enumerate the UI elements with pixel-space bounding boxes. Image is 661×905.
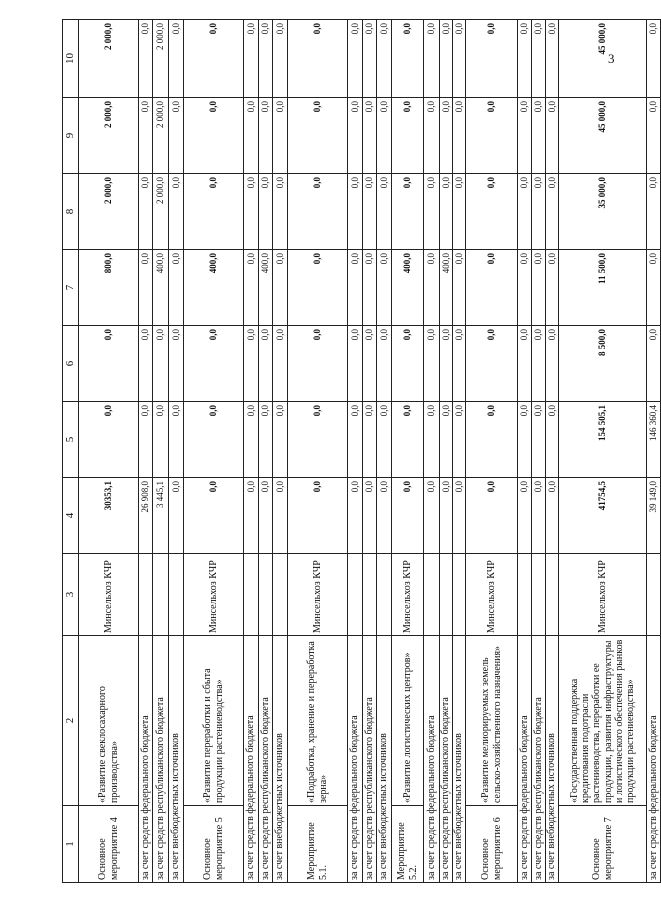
value-cell: 0,0 bbox=[647, 326, 661, 402]
value-cell: 0,0 bbox=[377, 98, 392, 174]
empty-executor-cell bbox=[424, 554, 440, 636]
measure-executor: Минсельхоз КЧР bbox=[79, 554, 139, 636]
total-value-cell: 0,0 bbox=[466, 326, 518, 402]
measure-total-row bbox=[79, 20, 139, 883]
funding-source-label: за счет средств республиканского бюджета bbox=[363, 636, 377, 883]
funding-source-row bbox=[259, 20, 273, 883]
page-number: 3 bbox=[608, 51, 615, 66]
value-cell: 0,0 bbox=[440, 326, 453, 402]
measure-title: «Государственная поддержка кредитования подотрасли растениеводства, переработки ее продукции, развития инфраструктуры и логистического обеспечения рынков продукции растениеводства» bbox=[559, 636, 647, 806]
total-value-cell: 2 000,0 bbox=[79, 98, 139, 174]
total-value-cell: 0,0 bbox=[288, 250, 348, 326]
value-cell: 0,0 bbox=[546, 174, 559, 250]
total-value-cell: 0,0 bbox=[288, 174, 348, 250]
value-cell: 0,0 bbox=[518, 402, 532, 478]
funding-source-row bbox=[440, 20, 453, 883]
value-cell: 0,0 bbox=[453, 478, 466, 554]
empty-executor-cell bbox=[377, 554, 392, 636]
value-cell: 0,0 bbox=[259, 20, 273, 98]
measure-executor: Минсельхоз КЧР bbox=[288, 554, 348, 636]
value-cell: 0,0 bbox=[377, 20, 392, 98]
value-cell: 0,0 bbox=[532, 20, 546, 98]
value-cell: 0,0 bbox=[259, 402, 273, 478]
funding-source-label: за счет внебюджетных источников bbox=[377, 636, 392, 883]
value-cell: 0,0 bbox=[244, 174, 259, 250]
value-cell: 0,0 bbox=[244, 98, 259, 174]
funding-source-label: за счет средств федерального бюджета bbox=[139, 636, 153, 883]
empty-executor-cell bbox=[244, 554, 259, 636]
value-cell: 0,0 bbox=[453, 402, 466, 478]
value-cell: 0,0 bbox=[546, 326, 559, 402]
value-cell: 0,0 bbox=[363, 98, 377, 174]
total-value-cell: 41754,5 bbox=[559, 478, 647, 554]
value-cell: 0,0 bbox=[532, 174, 546, 250]
value-cell: 0,0 bbox=[169, 402, 184, 478]
total-value-cell: 0,0 bbox=[466, 98, 518, 174]
value-cell: 0,0 bbox=[546, 402, 559, 478]
value-cell: 0,0 bbox=[424, 174, 440, 250]
value-cell: 0,0 bbox=[532, 326, 546, 402]
value-cell: 0,0 bbox=[273, 20, 288, 98]
header-cell: 10 bbox=[63, 20, 79, 98]
empty-executor-cell bbox=[273, 554, 288, 636]
total-value-cell: 0,0 bbox=[466, 174, 518, 250]
header-cell: 7 bbox=[63, 250, 79, 326]
value-cell: 0,0 bbox=[244, 402, 259, 478]
value-cell: 0,0 bbox=[453, 326, 466, 402]
measure-title: «Подработка, хранение и переработка зерна» bbox=[288, 636, 348, 806]
value-cell: 3 445,1 bbox=[153, 478, 169, 554]
value-cell: 0,0 bbox=[139, 174, 153, 250]
value-cell: 0,0 bbox=[273, 326, 288, 402]
value-cell: 0,0 bbox=[348, 326, 363, 402]
value-cell: 0,0 bbox=[440, 174, 453, 250]
header-cell: 5 bbox=[63, 402, 79, 478]
total-value-cell: 11 500,0 bbox=[559, 250, 647, 326]
value-cell: 0,0 bbox=[169, 174, 184, 250]
measure-code: Основное мероприятие 6 bbox=[466, 806, 518, 883]
value-cell: 0,0 bbox=[363, 20, 377, 98]
measure-total-row bbox=[184, 20, 244, 883]
total-value-cell: 0,0 bbox=[392, 174, 424, 250]
measure-code: Мероприятие 5.1. bbox=[288, 806, 348, 883]
empty-executor-cell bbox=[363, 554, 377, 636]
funding-source-row bbox=[518, 20, 532, 883]
value-cell: 0,0 bbox=[169, 20, 184, 98]
funding-source-row bbox=[273, 20, 288, 883]
total-value-cell: 0,0 bbox=[288, 98, 348, 174]
empty-executor-cell bbox=[259, 554, 273, 636]
value-cell: 0,0 bbox=[348, 20, 363, 98]
total-value-cell: 0,0 bbox=[392, 20, 424, 98]
header-cell: 4 bbox=[63, 478, 79, 554]
value-cell: 0,0 bbox=[273, 250, 288, 326]
measure-executor: Минсельхоз КЧР bbox=[392, 554, 424, 636]
funding-source-row bbox=[453, 20, 466, 883]
total-value-cell: 0,0 bbox=[392, 326, 424, 402]
funding-source-label: за счет средств республиканского бюджета bbox=[259, 636, 273, 883]
header-cell: 3 bbox=[63, 554, 79, 636]
funding-source-label: за счет средств федерального бюджета bbox=[647, 636, 661, 883]
value-cell: 0,0 bbox=[377, 250, 392, 326]
value-cell: 0,0 bbox=[377, 402, 392, 478]
funding-source-row bbox=[647, 20, 661, 883]
measure-executor: Минсельхоз КЧР bbox=[466, 554, 518, 636]
value-cell: 0,0 bbox=[259, 326, 273, 402]
header-cell: 8 bbox=[63, 174, 79, 250]
value-cell: 0,0 bbox=[440, 20, 453, 98]
value-cell: 0,0 bbox=[424, 250, 440, 326]
funding-source-row bbox=[244, 20, 259, 883]
value-cell: 0,0 bbox=[348, 402, 363, 478]
value-cell: 0,0 bbox=[453, 98, 466, 174]
value-cell: 0,0 bbox=[139, 326, 153, 402]
value-cell: 0,0 bbox=[518, 98, 532, 174]
measure-total-row bbox=[466, 20, 518, 883]
value-cell: 0,0 bbox=[169, 98, 184, 174]
value-cell: 0,0 bbox=[273, 478, 288, 554]
value-cell: 0,0 bbox=[348, 478, 363, 554]
total-value-cell: 0,0 bbox=[466, 402, 518, 478]
value-cell: 0,0 bbox=[363, 250, 377, 326]
funding-source-row bbox=[169, 20, 184, 883]
measure-title: «Развитие свеклосахарного производства» bbox=[79, 636, 139, 806]
empty-executor-cell bbox=[440, 554, 453, 636]
value-cell: 0,0 bbox=[169, 250, 184, 326]
value-cell: 0,0 bbox=[532, 98, 546, 174]
total-value-cell: 8 500,0 bbox=[559, 326, 647, 402]
total-value-cell: 45 000,0 bbox=[559, 98, 647, 174]
value-cell: 0,0 bbox=[169, 478, 184, 554]
value-cell: 0,0 bbox=[518, 20, 532, 98]
funding-source-label: за счет средств республиканского бюджета bbox=[532, 636, 546, 883]
value-cell: 0,0 bbox=[518, 174, 532, 250]
value-cell: 0,0 bbox=[348, 174, 363, 250]
value-cell: 0,0 bbox=[153, 402, 169, 478]
funding-source-label: за счет внебюджетных источников bbox=[453, 636, 466, 883]
value-cell: 0,0 bbox=[647, 20, 661, 98]
value-cell: 39 149,0 bbox=[647, 478, 661, 554]
value-cell: 2 000,0 bbox=[153, 174, 169, 250]
value-cell: 0,0 bbox=[424, 478, 440, 554]
value-cell: 0,0 bbox=[139, 250, 153, 326]
total-value-cell: 2 000,0 bbox=[79, 174, 139, 250]
value-cell: 0,0 bbox=[348, 98, 363, 174]
value-cell: 0,0 bbox=[348, 250, 363, 326]
empty-executor-cell bbox=[348, 554, 363, 636]
header-cell: 9 bbox=[63, 98, 79, 174]
value-cell: 0,0 bbox=[424, 402, 440, 478]
value-cell: 0,0 bbox=[377, 174, 392, 250]
value-cell: 0,0 bbox=[453, 20, 466, 98]
value-cell: 146 360,4 bbox=[647, 402, 661, 478]
value-cell: 0,0 bbox=[273, 402, 288, 478]
total-value-cell: 0,0 bbox=[288, 326, 348, 402]
value-cell: 0,0 bbox=[532, 250, 546, 326]
measure-code: Основное мероприятие 4 bbox=[79, 806, 139, 883]
measure-code: Основное мероприятие 7 bbox=[559, 806, 647, 883]
funding-source-label: за счет средств федерального бюджета bbox=[244, 636, 259, 883]
value-cell: 0,0 bbox=[259, 98, 273, 174]
value-cell: 0,0 bbox=[647, 174, 661, 250]
total-value-cell: 30353,1 bbox=[79, 478, 139, 554]
value-cell: 0,0 bbox=[363, 174, 377, 250]
empty-executor-cell bbox=[647, 554, 661, 636]
empty-executor-cell bbox=[169, 554, 184, 636]
funding-source-label: за счет внебюджетных источников bbox=[169, 636, 184, 883]
total-value-cell: 0,0 bbox=[184, 98, 244, 174]
value-cell: 0,0 bbox=[440, 98, 453, 174]
total-value-cell: 800,0 bbox=[79, 250, 139, 326]
value-cell: 400,0 bbox=[153, 250, 169, 326]
empty-executor-cell bbox=[453, 554, 466, 636]
total-value-cell: 154 505,1 bbox=[559, 402, 647, 478]
total-value-cell: 0,0 bbox=[392, 98, 424, 174]
funding-source-label: за счет внебюджетных источников bbox=[546, 636, 559, 883]
total-value-cell: 400,0 bbox=[184, 250, 244, 326]
value-cell: 0,0 bbox=[647, 250, 661, 326]
total-value-cell: 400,0 bbox=[392, 250, 424, 326]
funding-source-row bbox=[424, 20, 440, 883]
empty-executor-cell bbox=[518, 554, 532, 636]
funding-source-row bbox=[377, 20, 392, 883]
measure-title: «Развитие переработки и сбыта продукции растениеводства» bbox=[184, 636, 244, 806]
funding-source-label: за счет средств республиканского бюджета bbox=[440, 636, 453, 883]
total-value-cell: 0,0 bbox=[288, 478, 348, 554]
measure-title: «Развитие логистических центров» bbox=[392, 636, 424, 806]
header-row bbox=[63, 20, 79, 883]
value-cell: 0,0 bbox=[244, 20, 259, 98]
total-value-cell: 2 000,0 bbox=[79, 20, 139, 98]
value-cell: 0,0 bbox=[546, 250, 559, 326]
value-cell: 0,0 bbox=[453, 250, 466, 326]
value-cell: 0,0 bbox=[139, 98, 153, 174]
value-cell: 0,0 bbox=[518, 326, 532, 402]
total-value-cell: 0,0 bbox=[288, 402, 348, 478]
value-cell: 0,0 bbox=[377, 326, 392, 402]
value-cell: 0,0 bbox=[259, 174, 273, 250]
value-cell: 0,0 bbox=[139, 402, 153, 478]
total-value-cell: 0,0 bbox=[79, 402, 139, 478]
funding-source-row bbox=[139, 20, 153, 883]
total-value-cell: 0,0 bbox=[79, 326, 139, 402]
empty-executor-cell bbox=[532, 554, 546, 636]
value-cell: 0,0 bbox=[518, 250, 532, 326]
value-cell: 0,0 bbox=[139, 20, 153, 98]
value-cell: 0,0 bbox=[153, 326, 169, 402]
funding-source-row bbox=[363, 20, 377, 883]
measure-total-row bbox=[392, 20, 424, 883]
value-cell: 0,0 bbox=[453, 174, 466, 250]
value-cell: 0,0 bbox=[363, 402, 377, 478]
measure-total-row bbox=[288, 20, 348, 883]
empty-executor-cell bbox=[153, 554, 169, 636]
header-cell: 6 bbox=[63, 326, 79, 402]
funding-source-label: за счет внебюджетных источников bbox=[273, 636, 288, 883]
total-value-cell: 0,0 bbox=[184, 326, 244, 402]
header-cell: 1 bbox=[63, 806, 79, 883]
empty-executor-cell bbox=[546, 554, 559, 636]
total-value-cell: 0,0 bbox=[288, 20, 348, 98]
funding-source-label: за счет средств федерального бюджета bbox=[424, 636, 440, 883]
value-cell: 2 000,0 bbox=[153, 98, 169, 174]
total-value-cell: 0,0 bbox=[184, 174, 244, 250]
value-cell: 0,0 bbox=[169, 326, 184, 402]
empty-executor-cell bbox=[139, 554, 153, 636]
funding-source-row bbox=[153, 20, 169, 883]
total-value-cell: 0,0 bbox=[184, 20, 244, 98]
value-cell: 400,0 bbox=[440, 250, 453, 326]
measure-executor: Минсельхоз КЧР bbox=[184, 554, 244, 636]
value-cell: 0,0 bbox=[546, 98, 559, 174]
value-cell: 0,0 bbox=[546, 20, 559, 98]
value-cell: 0,0 bbox=[244, 326, 259, 402]
funding-source-row bbox=[546, 20, 559, 883]
funding-source-row bbox=[348, 20, 363, 883]
total-value-cell: 0,0 bbox=[392, 478, 424, 554]
value-cell: 400,0 bbox=[259, 250, 273, 326]
value-cell: 0,0 bbox=[244, 478, 259, 554]
value-cell: 0,0 bbox=[440, 478, 453, 554]
value-cell: 0,0 bbox=[363, 326, 377, 402]
total-value-cell: 35 000,0 bbox=[559, 174, 647, 250]
rotated-table-sheet bbox=[62, 20, 659, 883]
measure-title: «Развитие мелиорируемых земель сельско-хозяйственного назначения» bbox=[466, 636, 518, 806]
measure-code: Мероприятие 5.2. bbox=[392, 806, 424, 883]
value-cell: 0,0 bbox=[424, 326, 440, 402]
total-value-cell: 0,0 bbox=[466, 20, 518, 98]
measure-code: Основное мероприятие 5 bbox=[184, 806, 244, 883]
total-value-cell: 0,0 bbox=[184, 402, 244, 478]
total-value-cell: 0,0 bbox=[392, 402, 424, 478]
value-cell: 0,0 bbox=[259, 478, 273, 554]
value-cell: 2 000,0 bbox=[153, 20, 169, 98]
total-value-cell: 0,0 bbox=[466, 250, 518, 326]
value-cell: 0,0 bbox=[546, 478, 559, 554]
value-cell: 0,0 bbox=[518, 478, 532, 554]
value-cell: 0,0 bbox=[363, 478, 377, 554]
funding-source-label: за счет средств республиканского бюджета bbox=[153, 636, 169, 883]
value-cell: 0,0 bbox=[377, 478, 392, 554]
measure-total-row bbox=[559, 20, 647, 883]
value-cell: 0,0 bbox=[424, 20, 440, 98]
funding-source-label: за счет средств федерального бюджета bbox=[348, 636, 363, 883]
total-value-cell: 0,0 bbox=[466, 478, 518, 554]
funding-table bbox=[62, 19, 661, 883]
value-cell: 0,0 bbox=[440, 402, 453, 478]
value-cell: 0,0 bbox=[273, 174, 288, 250]
value-cell: 26 908,0 bbox=[139, 478, 153, 554]
total-value-cell: 45 000,0 bbox=[559, 20, 647, 98]
funding-source-row bbox=[532, 20, 546, 883]
value-cell: 0,0 bbox=[532, 402, 546, 478]
value-cell: 0,0 bbox=[244, 250, 259, 326]
header-cell: 2 bbox=[63, 636, 79, 806]
measure-executor: Минсельхоз КЧР bbox=[559, 554, 647, 636]
value-cell: 0,0 bbox=[273, 98, 288, 174]
value-cell: 0,0 bbox=[532, 478, 546, 554]
total-value-cell: 0,0 bbox=[184, 478, 244, 554]
value-cell: 0,0 bbox=[647, 98, 661, 174]
funding-source-label: за счет средств федерального бюджета bbox=[518, 636, 532, 883]
value-cell: 0,0 bbox=[424, 98, 440, 174]
